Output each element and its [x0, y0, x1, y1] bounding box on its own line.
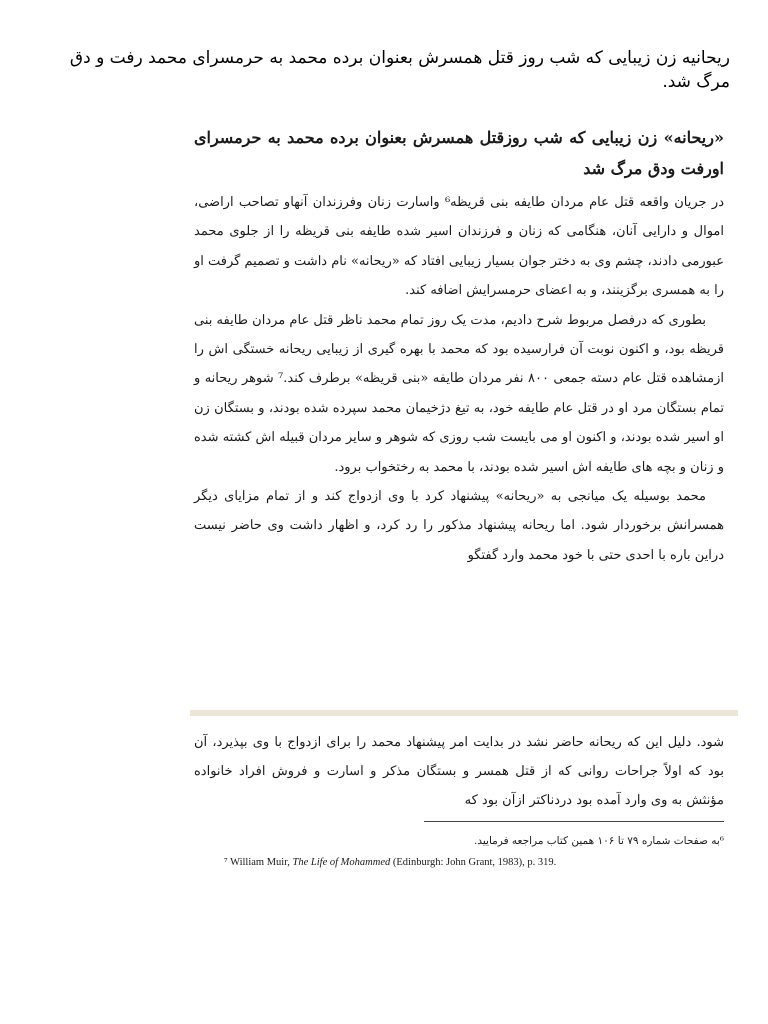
footnote-english: [194, 854, 724, 872]
footnote-english-suffix: (Edinburgh: John Grant, 1983), p. 319.: [390, 857, 557, 868]
scan-divider: [190, 710, 738, 716]
book-page-scan-continued: [188, 722, 736, 900]
footnote-persian: ⁶به صفحات شماره ۷۹ تا ۱۰۶ همین کتاب مراجعه فرمایید.: [474, 835, 724, 847]
body-paragraph: در جریان واقعه قتل عام مردان طایفه بنی قریظه⁶ واسارت زنان وفرزندان آنهاو تصاحب اراضی، اموال و دارایی آنان، هنگامی که زنان و فرزندان اسیر شده طایفه بنی قریظه را از جلوی محمد عبورمی دادند، چشم وی به دختر جوان بسیار زیبایی افتاد که «ریحانه» نام داشت و تصمیم گرفت او را به همسری برگزینند، و به اعضای حرمسرایش اضافه کند.: [194, 195, 724, 299]
footnote-english-prefix: ⁷ William Muir,: [224, 857, 293, 868]
footnote-book-title: The Life of Mohammed: [292, 857, 391, 868]
body-paragraph: بطوری که درفصل مربوط شرح دادیم، مدت یک روز تمام محمد ناظر قتل عام مردان طایفه بنی قریظه بود، و اکنون نوبت آن فرارسیده بود که محمد با بهره گیری از زیبایی ریحانه خستگی اش را ازمشاهده قتل عام دسته جمعی ۸۰۰ نفر مردان طایفه «بنی قریظه» برطرف کند.⁷ شوهر ریحانه و تمام بستگان مرد او در قتل عام طایفه خود، به تیغ دژخیمان محمد سپرده شده بودند، و بستگان زن او اسیر شده بودند، و اکنون او می بایست شب روزی که شوهر و سایر مردان قبیله اش کشته شده و زنان و بچه های طایفه اش اسیر شده بودند، با محمد به رختخواب برود.: [194, 312, 724, 475]
body-paragraph: محمد بوسیله یک میانجی به «ریحانه» پیشنهاد کرد با وی ازدواج کند و از تمام مزایای دیگر همسرانش برخوردار شود. اما ریحانه پیشنهاد مذکور را رد کرد، و اظهار داشت وی حاضر نیست دراین باره با احدی حتی با خود محمد وارد گفتگو: [194, 489, 724, 563]
book-page-scan: [188, 118, 736, 714]
footnote-rule: [424, 821, 724, 822]
chapter-heading: «ریحانه» زن زیبایی که شب روزقتل همسرش بعنوان برده محمد به حرمسرای اورفت ودق مرگ شد: [194, 128, 724, 178]
continuation-paragraph: شود. دلیل این که ریحانه حاضر نشد در بدایت امر پیشنهاد محمد را برای ازدواج با وی بپذیرد، آن بود که اولاً جراحات روانی که از قتل همسر و بستگان مذکر و اسارت و فروش افراد خانواده مؤنثش به وی وارد آمده بود دردناکتر ازآن بود که: [194, 735, 724, 808]
page-caption: ریحانیه زن زیبایی که شب روز قتل همسرش بعنوان برده محمد به حرمسرای محمد رفت و دق مرگ شد.: [69, 48, 730, 92]
